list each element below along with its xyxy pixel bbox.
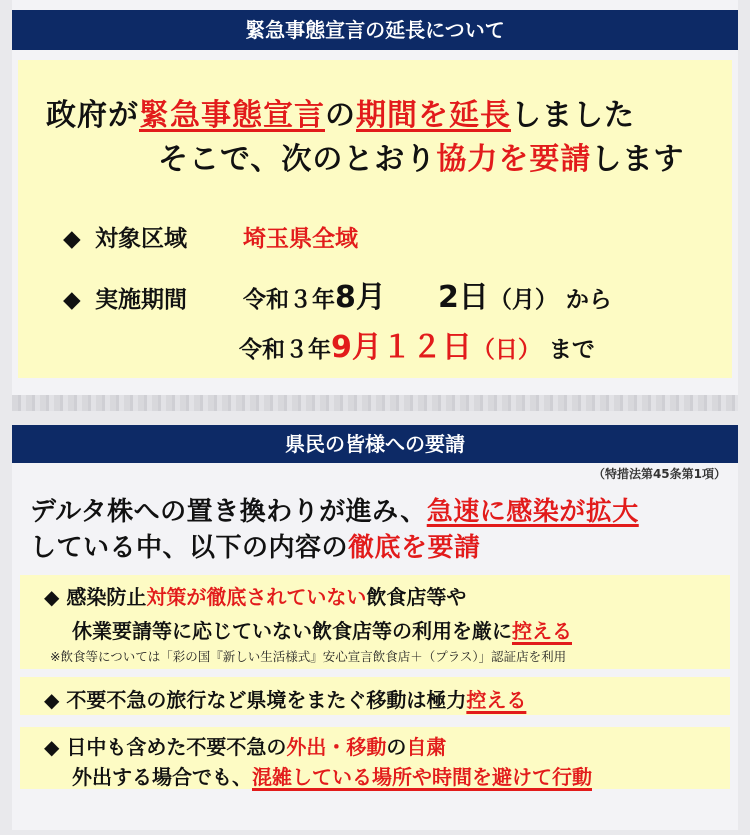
emergency-declaration-text: 緊急事態宣言 [139, 98, 325, 133]
start-month: 8月 [335, 280, 386, 315]
request-item-3 [20, 727, 730, 789]
end-month: 9月 [331, 330, 382, 365]
intro-line-1: デルタ株への置き換わりが進み、急速に感染が拡大 [30, 497, 639, 527]
divider [12, 395, 738, 411]
headline-line-1: 政府が緊急事態宣言の期間を延長しました [46, 98, 635, 133]
extension-title: 緊急事態宣言の延長について [12, 10, 738, 50]
start-weekday: （月） [488, 287, 558, 313]
law-reference: （特措法第45条第1項） [592, 467, 726, 481]
item1-note: ※飲食等については「彩の国『新しい生活様式』安心宣言飲食店＋（プラス）」認証店を利用 [50, 649, 567, 664]
extend-period-text: 期間を延長 [356, 98, 511, 133]
diamond-bullet-icon: ◆ [44, 585, 60, 609]
target-area-value: 埼玉県全域 [243, 226, 359, 252]
target-area-row [63, 220, 358, 253]
period-end-row [239, 322, 595, 366]
start-era: 令和３年 [243, 287, 336, 313]
request-item-2 [20, 677, 730, 715]
rapid-spread-text: 急速に感染が拡大 [426, 497, 639, 527]
thorough-request-text: 徹底を要請 [348, 533, 481, 563]
diamond-bullet-icon: ◆ [44, 688, 60, 712]
cooperation-request-text: 協力を要請 [436, 142, 592, 177]
intro-line-2: している中、以下の内容の徹底を要請 [30, 533, 481, 563]
item3-line-2: 外出する場合でも、混雑している場所や時間を避けて行動 [72, 765, 592, 789]
start-day: 2日 [437, 280, 489, 315]
request-title: 県民の皆様への要請 [12, 425, 738, 463]
extension-panel [12, 0, 738, 405]
end-weekday: （日） [471, 337, 541, 363]
diamond-bullet-icon: ◆ [44, 735, 60, 759]
end-day: １２日 [381, 330, 472, 365]
end-era: 令和３年 [239, 337, 331, 363]
item3-line-1: ◆ 日中も含めた不要不急の外出・移動の自粛 [44, 735, 447, 759]
start-suffix: から [565, 287, 612, 313]
item1-line-1: ◆ 感染防止対策が徹底されていない飲食店等や [44, 585, 467, 609]
request-panel [12, 425, 738, 830]
request-item-1 [20, 575, 730, 669]
diamond-bullet-icon: ◆ [63, 226, 81, 252]
item2-line: ◆ 不要不急の旅行など県境をまたぐ移動は極力控える [44, 688, 527, 712]
end-suffix: まで [548, 337, 595, 363]
item1-line-2: 休業要請等に応じていない飲食店等の利用を厳に控える [72, 619, 572, 643]
headline-line-2: そこで、次のとおり協力を要請します [158, 142, 685, 177]
period-start-row [63, 272, 612, 316]
extension-box [18, 60, 732, 378]
target-area-label: 対象区域 [95, 226, 188, 252]
period-label: 実施期間 [95, 287, 188, 313]
diamond-bullet-icon: ◆ [63, 287, 81, 313]
